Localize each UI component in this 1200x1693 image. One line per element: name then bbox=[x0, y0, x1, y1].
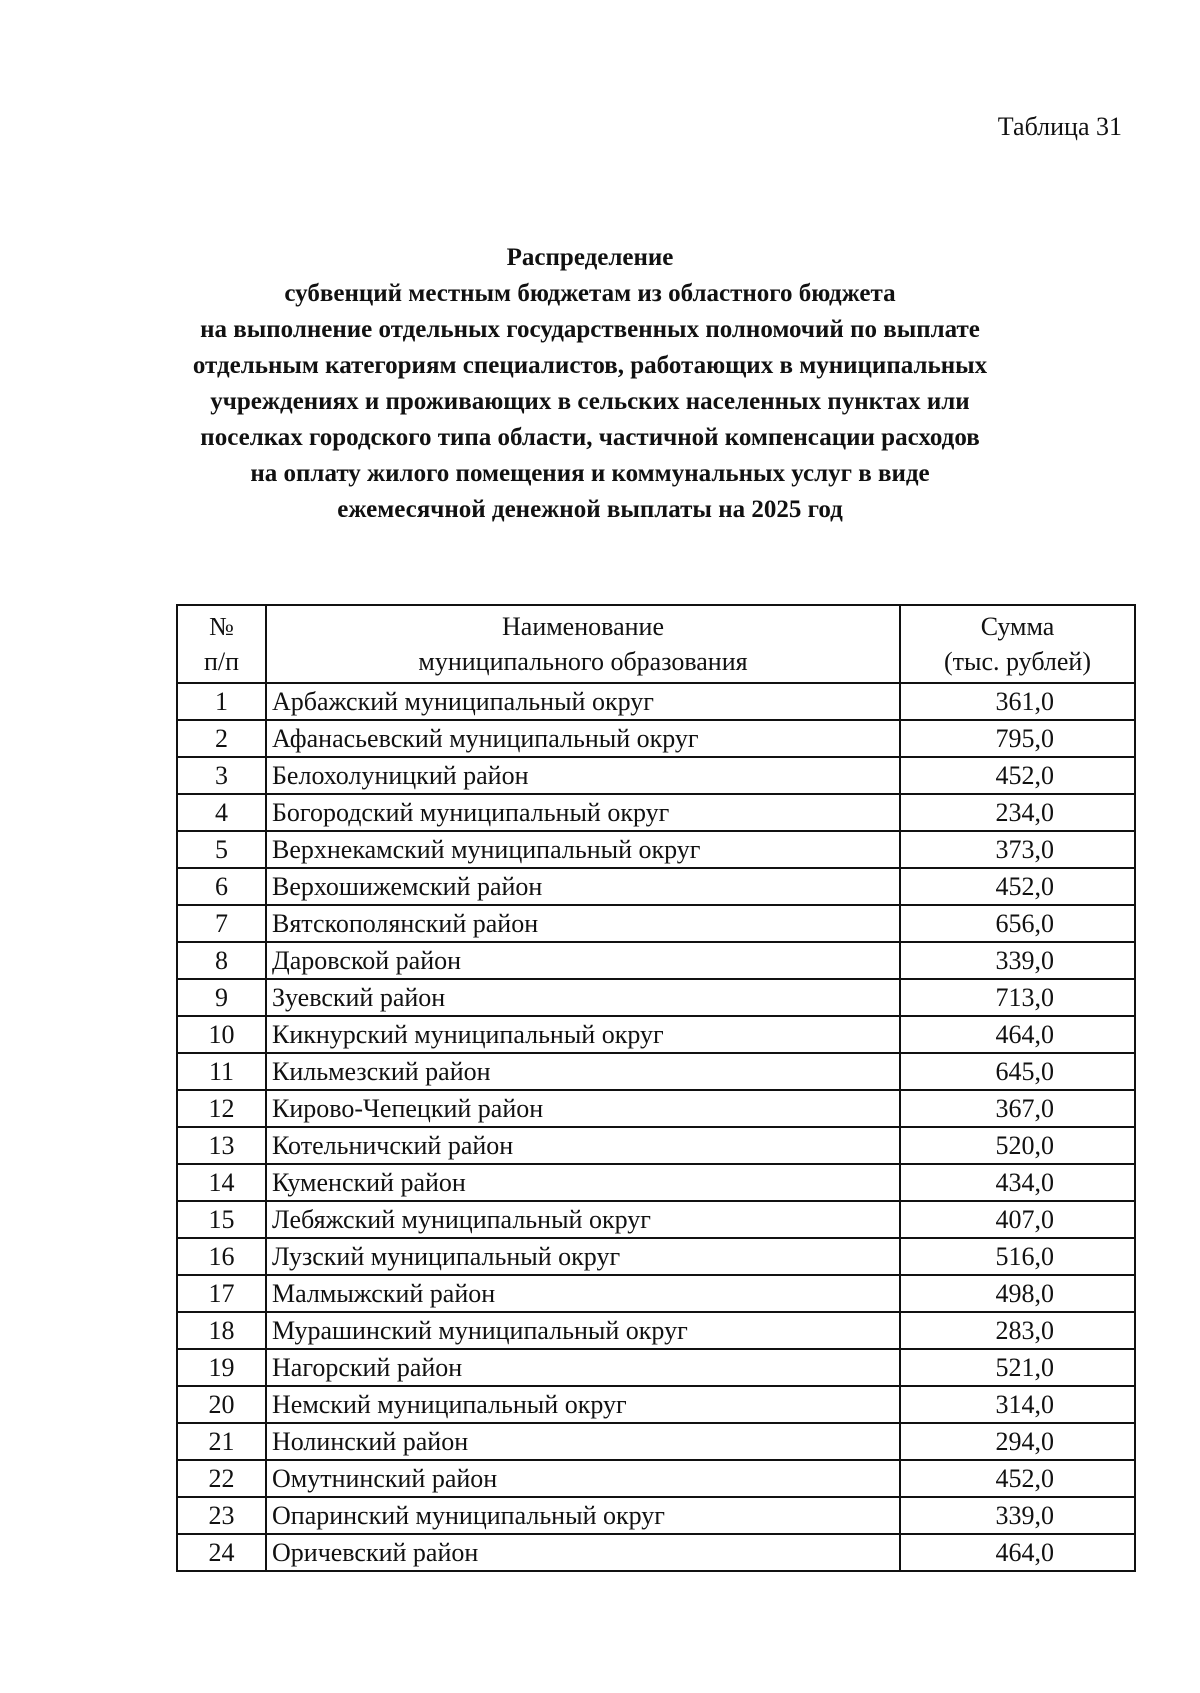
row-sum-cell: 314,0 bbox=[900, 1386, 1135, 1423]
header-sum-line2: (тыс. рублей) bbox=[943, 647, 1091, 676]
title-line: учреждениях и проживающих в сельских населенных пунктах или bbox=[210, 388, 970, 415]
row-sum-cell: 452,0 bbox=[900, 868, 1135, 905]
row-municipality-cell: Малмыжский район bbox=[266, 1275, 900, 1312]
header-number bbox=[177, 605, 266, 683]
row-municipality-cell: Богородский муниципальный округ bbox=[266, 794, 900, 831]
table-row bbox=[177, 1127, 1135, 1164]
table-row bbox=[177, 942, 1135, 979]
table-row bbox=[177, 1016, 1135, 1053]
row-sum-cell: 645,0 bbox=[900, 1053, 1135, 1090]
table-row bbox=[177, 1275, 1135, 1312]
row-sum-cell: 434,0 bbox=[900, 1164, 1135, 1201]
header-row bbox=[177, 605, 1135, 683]
row-number-cell: 23 bbox=[177, 1497, 266, 1534]
row-number-cell: 6 bbox=[177, 868, 266, 905]
row-sum-cell: 498,0 bbox=[900, 1275, 1135, 1312]
title-line: на оплату жилого помещения и коммунальных услуг в виде bbox=[250, 460, 930, 487]
row-sum-cell: 516,0 bbox=[900, 1238, 1135, 1275]
row-sum-cell: 234,0 bbox=[900, 794, 1135, 831]
row-municipality-cell: Кильмезский район bbox=[266, 1053, 900, 1090]
row-sum-cell: 367,0 bbox=[900, 1090, 1135, 1127]
row-municipality-cell: Мурашинский муниципальный округ bbox=[266, 1312, 900, 1349]
row-municipality-cell: Верхнекамский муниципальный округ bbox=[266, 831, 900, 868]
header-sum bbox=[900, 605, 1135, 683]
table-row bbox=[177, 1312, 1135, 1349]
row-municipality-cell: Нагорский район bbox=[266, 1349, 900, 1386]
row-sum-cell: 339,0 bbox=[900, 1497, 1135, 1534]
row-sum-cell: 294,0 bbox=[900, 1423, 1135, 1460]
title-line: субвенций местным бюджетам из областного бюджета bbox=[284, 280, 896, 307]
row-municipality-cell: Лузский муниципальный округ bbox=[266, 1238, 900, 1275]
row-municipality-cell: Котельничский район bbox=[266, 1127, 900, 1164]
subsidy-distribution-table bbox=[176, 604, 1136, 1572]
row-sum-cell: 521,0 bbox=[900, 1349, 1135, 1386]
row-municipality-cell: Опаринский муниципальный округ bbox=[266, 1497, 900, 1534]
row-number-cell: 20 bbox=[177, 1386, 266, 1423]
row-number-cell: 16 bbox=[177, 1238, 266, 1275]
row-municipality-cell: Верхошижемский район bbox=[266, 868, 900, 905]
table-row bbox=[177, 831, 1135, 868]
table-row bbox=[177, 1386, 1135, 1423]
row-number-cell: 21 bbox=[177, 1423, 266, 1460]
row-municipality-cell: Белохолуницкий район bbox=[266, 757, 900, 794]
row-municipality-cell: Немский муниципальный округ bbox=[266, 1386, 900, 1423]
table-row bbox=[177, 1238, 1135, 1275]
header-number-line1: № bbox=[209, 612, 234, 641]
row-number-cell: 5 bbox=[177, 831, 266, 868]
row-sum-cell: 520,0 bbox=[900, 1127, 1135, 1164]
row-sum-cell: 713,0 bbox=[900, 979, 1135, 1016]
row-sum-cell: 464,0 bbox=[900, 1534, 1135, 1571]
row-number-cell: 4 bbox=[177, 794, 266, 831]
table-row bbox=[177, 683, 1135, 720]
row-municipality-cell: Оричевский район bbox=[266, 1534, 900, 1571]
row-number-cell: 13 bbox=[177, 1127, 266, 1164]
row-municipality-cell: Нолинский район bbox=[266, 1423, 900, 1460]
row-municipality-cell: Арбажский муниципальный округ bbox=[266, 683, 900, 720]
row-sum-cell: 373,0 bbox=[900, 831, 1135, 868]
table-row bbox=[177, 905, 1135, 942]
table-row bbox=[177, 1534, 1135, 1571]
row-number-cell: 7 bbox=[177, 905, 266, 942]
table-row bbox=[177, 1164, 1135, 1201]
header-municipality-line1: Наименование bbox=[502, 612, 664, 641]
header-number-line2: п/п bbox=[203, 647, 240, 676]
table-row bbox=[177, 868, 1135, 905]
row-number-cell: 11 bbox=[177, 1053, 266, 1090]
row-sum-cell: 283,0 bbox=[900, 1312, 1135, 1349]
row-number-cell: 19 bbox=[177, 1349, 266, 1386]
row-municipality-cell: Вятскополянский район bbox=[266, 905, 900, 942]
row-number-cell: 18 bbox=[177, 1312, 266, 1349]
row-number-cell: 3 bbox=[177, 757, 266, 794]
row-number-cell: 2 bbox=[177, 720, 266, 757]
title-line: отдельным категориям специалистов, работающих в муниципальных bbox=[192, 352, 988, 379]
table-row bbox=[177, 1201, 1135, 1238]
table-row bbox=[177, 1460, 1135, 1497]
row-sum-cell: 452,0 bbox=[900, 1460, 1135, 1497]
title-line: поселках городского типа области, частичной компенсации расходов bbox=[200, 424, 980, 451]
table-row bbox=[177, 1423, 1135, 1460]
row-sum-cell: 361,0 bbox=[900, 683, 1135, 720]
row-municipality-cell: Афанасьевский муниципальный округ bbox=[266, 720, 900, 757]
row-sum-cell: 464,0 bbox=[900, 1016, 1135, 1053]
row-municipality-cell: Куменский район bbox=[266, 1164, 900, 1201]
row-number-cell: 12 bbox=[177, 1090, 266, 1127]
table-row bbox=[177, 757, 1135, 794]
table-row bbox=[177, 1053, 1135, 1090]
table-row bbox=[177, 720, 1135, 757]
row-municipality-cell: Кикнурский муниципальный округ bbox=[266, 1016, 900, 1053]
row-number-cell: 22 bbox=[177, 1460, 266, 1497]
table-body bbox=[177, 683, 1135, 1571]
row-number-cell: 1 bbox=[177, 683, 266, 720]
title-line: на выполнение отдельных государственных полномочий по выплате bbox=[200, 316, 980, 343]
table-row bbox=[177, 794, 1135, 831]
row-number-cell: 24 bbox=[177, 1534, 266, 1571]
row-municipality-cell: Даровской район bbox=[266, 942, 900, 979]
row-sum-cell: 407,0 bbox=[900, 1201, 1135, 1238]
row-number-cell: 17 bbox=[177, 1275, 266, 1312]
header-sum-line1: Сумма bbox=[980, 612, 1055, 641]
row-sum-cell: 452,0 bbox=[900, 757, 1135, 794]
table-row bbox=[177, 1349, 1135, 1386]
row-municipality-cell: Кирово-Чепецкий район bbox=[266, 1090, 900, 1127]
row-municipality-cell: Зуевский район bbox=[266, 979, 900, 1016]
table-number-label: Таблица 31 bbox=[997, 112, 1122, 141]
title-line: ежемесячной денежной выплаты на 2025 год bbox=[337, 496, 843, 523]
row-number-cell: 15 bbox=[177, 1201, 266, 1238]
document-title bbox=[160, 240, 1020, 528]
row-number-cell: 10 bbox=[177, 1016, 266, 1053]
table-row bbox=[177, 979, 1135, 1016]
row-sum-cell: 656,0 bbox=[900, 905, 1135, 942]
row-number-cell: 8 bbox=[177, 942, 266, 979]
table-row bbox=[177, 1497, 1135, 1534]
row-sum-cell: 339,0 bbox=[900, 942, 1135, 979]
table-header bbox=[177, 605, 1135, 683]
row-sum-cell: 795,0 bbox=[900, 720, 1135, 757]
row-number-cell: 9 bbox=[177, 979, 266, 1016]
row-number-cell: 14 bbox=[177, 1164, 266, 1201]
header-municipality-line2: муниципального образования bbox=[418, 647, 748, 676]
header-municipality bbox=[266, 605, 900, 683]
row-municipality-cell: Омутнинский район bbox=[266, 1460, 900, 1497]
title-line: Распределение bbox=[506, 244, 674, 271]
row-municipality-cell: Лебяжский муниципальный округ bbox=[266, 1201, 900, 1238]
table-row bbox=[177, 1090, 1135, 1127]
